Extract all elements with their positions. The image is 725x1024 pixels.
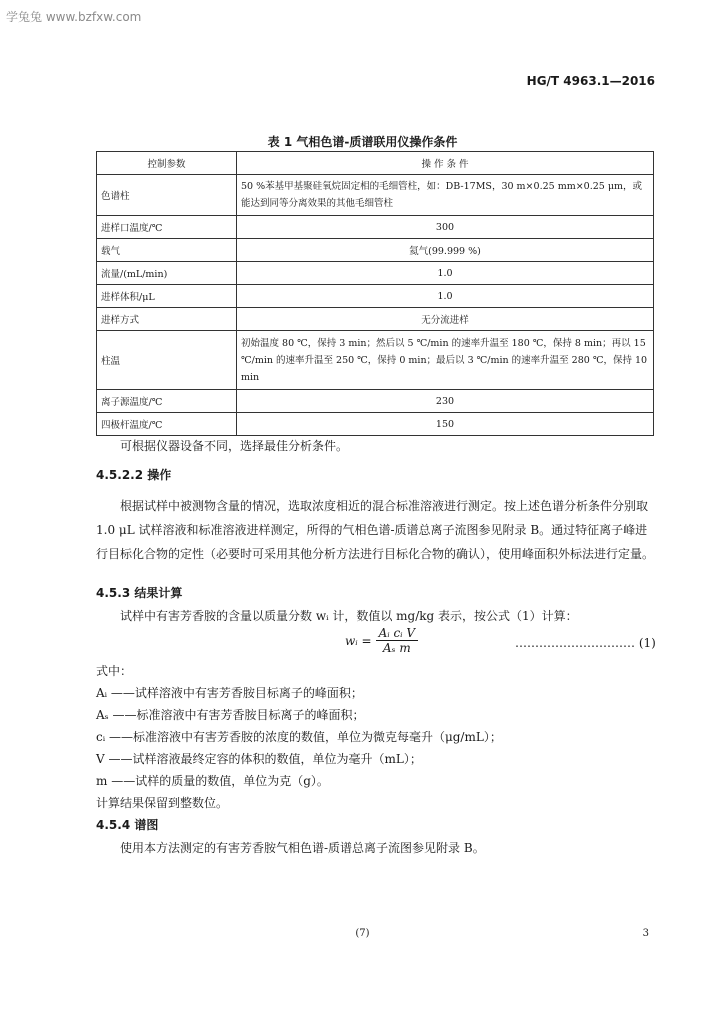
value-cell: 1.0 <box>237 262 654 285</box>
table-row <box>97 308 654 331</box>
value-cell: 氦气(99.999 %) <box>237 239 654 262</box>
formula-fraction <box>376 626 419 655</box>
value-cell: 无分流进样 <box>237 308 654 331</box>
table-header-conditions: 操 作 条 件 <box>237 152 654 175</box>
variable-definitions <box>96 660 502 814</box>
formula-numerator: Aᵢ cᵢ V <box>376 626 419 641</box>
value-cell: 50 %苯基甲基聚硅氧烷固定相的毛细管柱，如：DB-17MS，30 m×0.25 mm×0.25 μm，或能达到同等分离效果的其他毛细管柱 <box>237 175 654 216</box>
param-cell: 载气 <box>97 239 237 262</box>
value-cell: 1.0 <box>237 285 654 308</box>
watermark: 学兔兔 www.bzfxw.com <box>6 10 142 24</box>
standard-number: HG/T 4963.1—2016 <box>526 74 655 88</box>
table-row <box>97 285 654 308</box>
conditions-table <box>96 151 654 436</box>
table-row <box>97 390 654 413</box>
table-title: 表 1 气相色谱-质谱联用仪操作条件 <box>267 135 458 149</box>
table-header-param: 控制参数 <box>97 152 237 175</box>
table-row <box>97 239 654 262</box>
heading-4-5-2-2: 4.5.2.2 操作 <box>96 468 172 482</box>
formula-denominator: Aₛ m <box>382 641 411 655</box>
definition-item: cᵢ ——标准溶液中有害芳香胺的浓度的数值，单位为微克每毫升（μg/mL）； <box>96 730 502 744</box>
value-cell: 150 <box>237 413 654 436</box>
value-cell: 230 <box>237 390 654 413</box>
definition-item: Aᵢ ——试样溶液中有害芳香胺目标离子的峰面积； <box>96 686 363 700</box>
calc-intro: 试样中有害芳香胺的含量以质量分数 wᵢ 计，数值以 mg/kg 表示，按公式（1）计算： <box>120 609 578 623</box>
formula-1 <box>345 626 418 655</box>
table-row <box>97 262 654 285</box>
table-row <box>97 175 654 216</box>
table-row <box>97 331 654 390</box>
param-cell: 进样体积/μL <box>97 285 237 308</box>
page-number: 3 <box>642 928 649 939</box>
param-cell: 四极杆温度/℃ <box>97 413 237 436</box>
operation-paragraph: 根据试样中被测物含量的情况，选取浓度相近的混合标准溶液进行测定。按上述色谱分析条件分别取 1.0 μL 试样溶液和标准溶液进样测定，所得的气相色谱-质谱总离子流图参见附录 B。通过特征离子峰进行目标化合物的定性（必要时可采用其他分析方法进行目标化合物的确认），使用峰面积外标法进行定量。 <box>96 499 655 561</box>
where-label: 式中： <box>96 664 133 678</box>
param-cell: 离子源温度/℃ <box>97 390 237 413</box>
param-cell: 流量/(mL/min) <box>97 262 237 285</box>
table-note: 可根据仪器设备不同，选择最佳分析条件。 <box>120 439 349 453</box>
value-cell: 300 <box>237 216 654 239</box>
param-cell: 色谱柱 <box>97 175 237 216</box>
param-cell: 进样方式 <box>97 308 237 331</box>
spectrum-paragraph: 使用本方法测定的有害芳香胺气相色谱-质谱总离子流图参见附录 B。 <box>120 841 485 855</box>
footer-mark: (7) <box>355 928 370 939</box>
table-row <box>97 413 654 436</box>
definition-item: m ——试样的质量的数值，单位为克（g）。 <box>96 774 329 788</box>
param-cell: 进样口温度/℃ <box>97 216 237 239</box>
definition-item: Aₛ ——标准溶液中有害芳香胺目标离子的峰面积； <box>96 708 365 722</box>
heading-4-5-3: 4.5.3 结果计算 <box>96 586 183 600</box>
table-row <box>97 216 654 239</box>
param-cell: 柱温 <box>97 331 237 390</box>
value-cell: 初始温度 80 ℃，保持 3 min；然后以 5 ℃/min 的速率升温至 180 ℃，保持 8 min；再以 15 ℃/min 的速率升温至 250 ℃，保持 0 min；最后以 3 ℃/min 的速率升温至 280 ℃，保持 10 min <box>237 331 654 390</box>
heading-4-5-4: 4.5.4 谱图 <box>96 818 159 832</box>
formula-number: ………………………… (1) <box>515 636 656 650</box>
formula-lhs: wᵢ = <box>345 633 372 648</box>
definition-item: V ——试样溶液最终定容的体积的数值，单位为毫升（mL）； <box>96 752 422 766</box>
rounding-note: 计算结果保留到整数位。 <box>96 796 229 810</box>
